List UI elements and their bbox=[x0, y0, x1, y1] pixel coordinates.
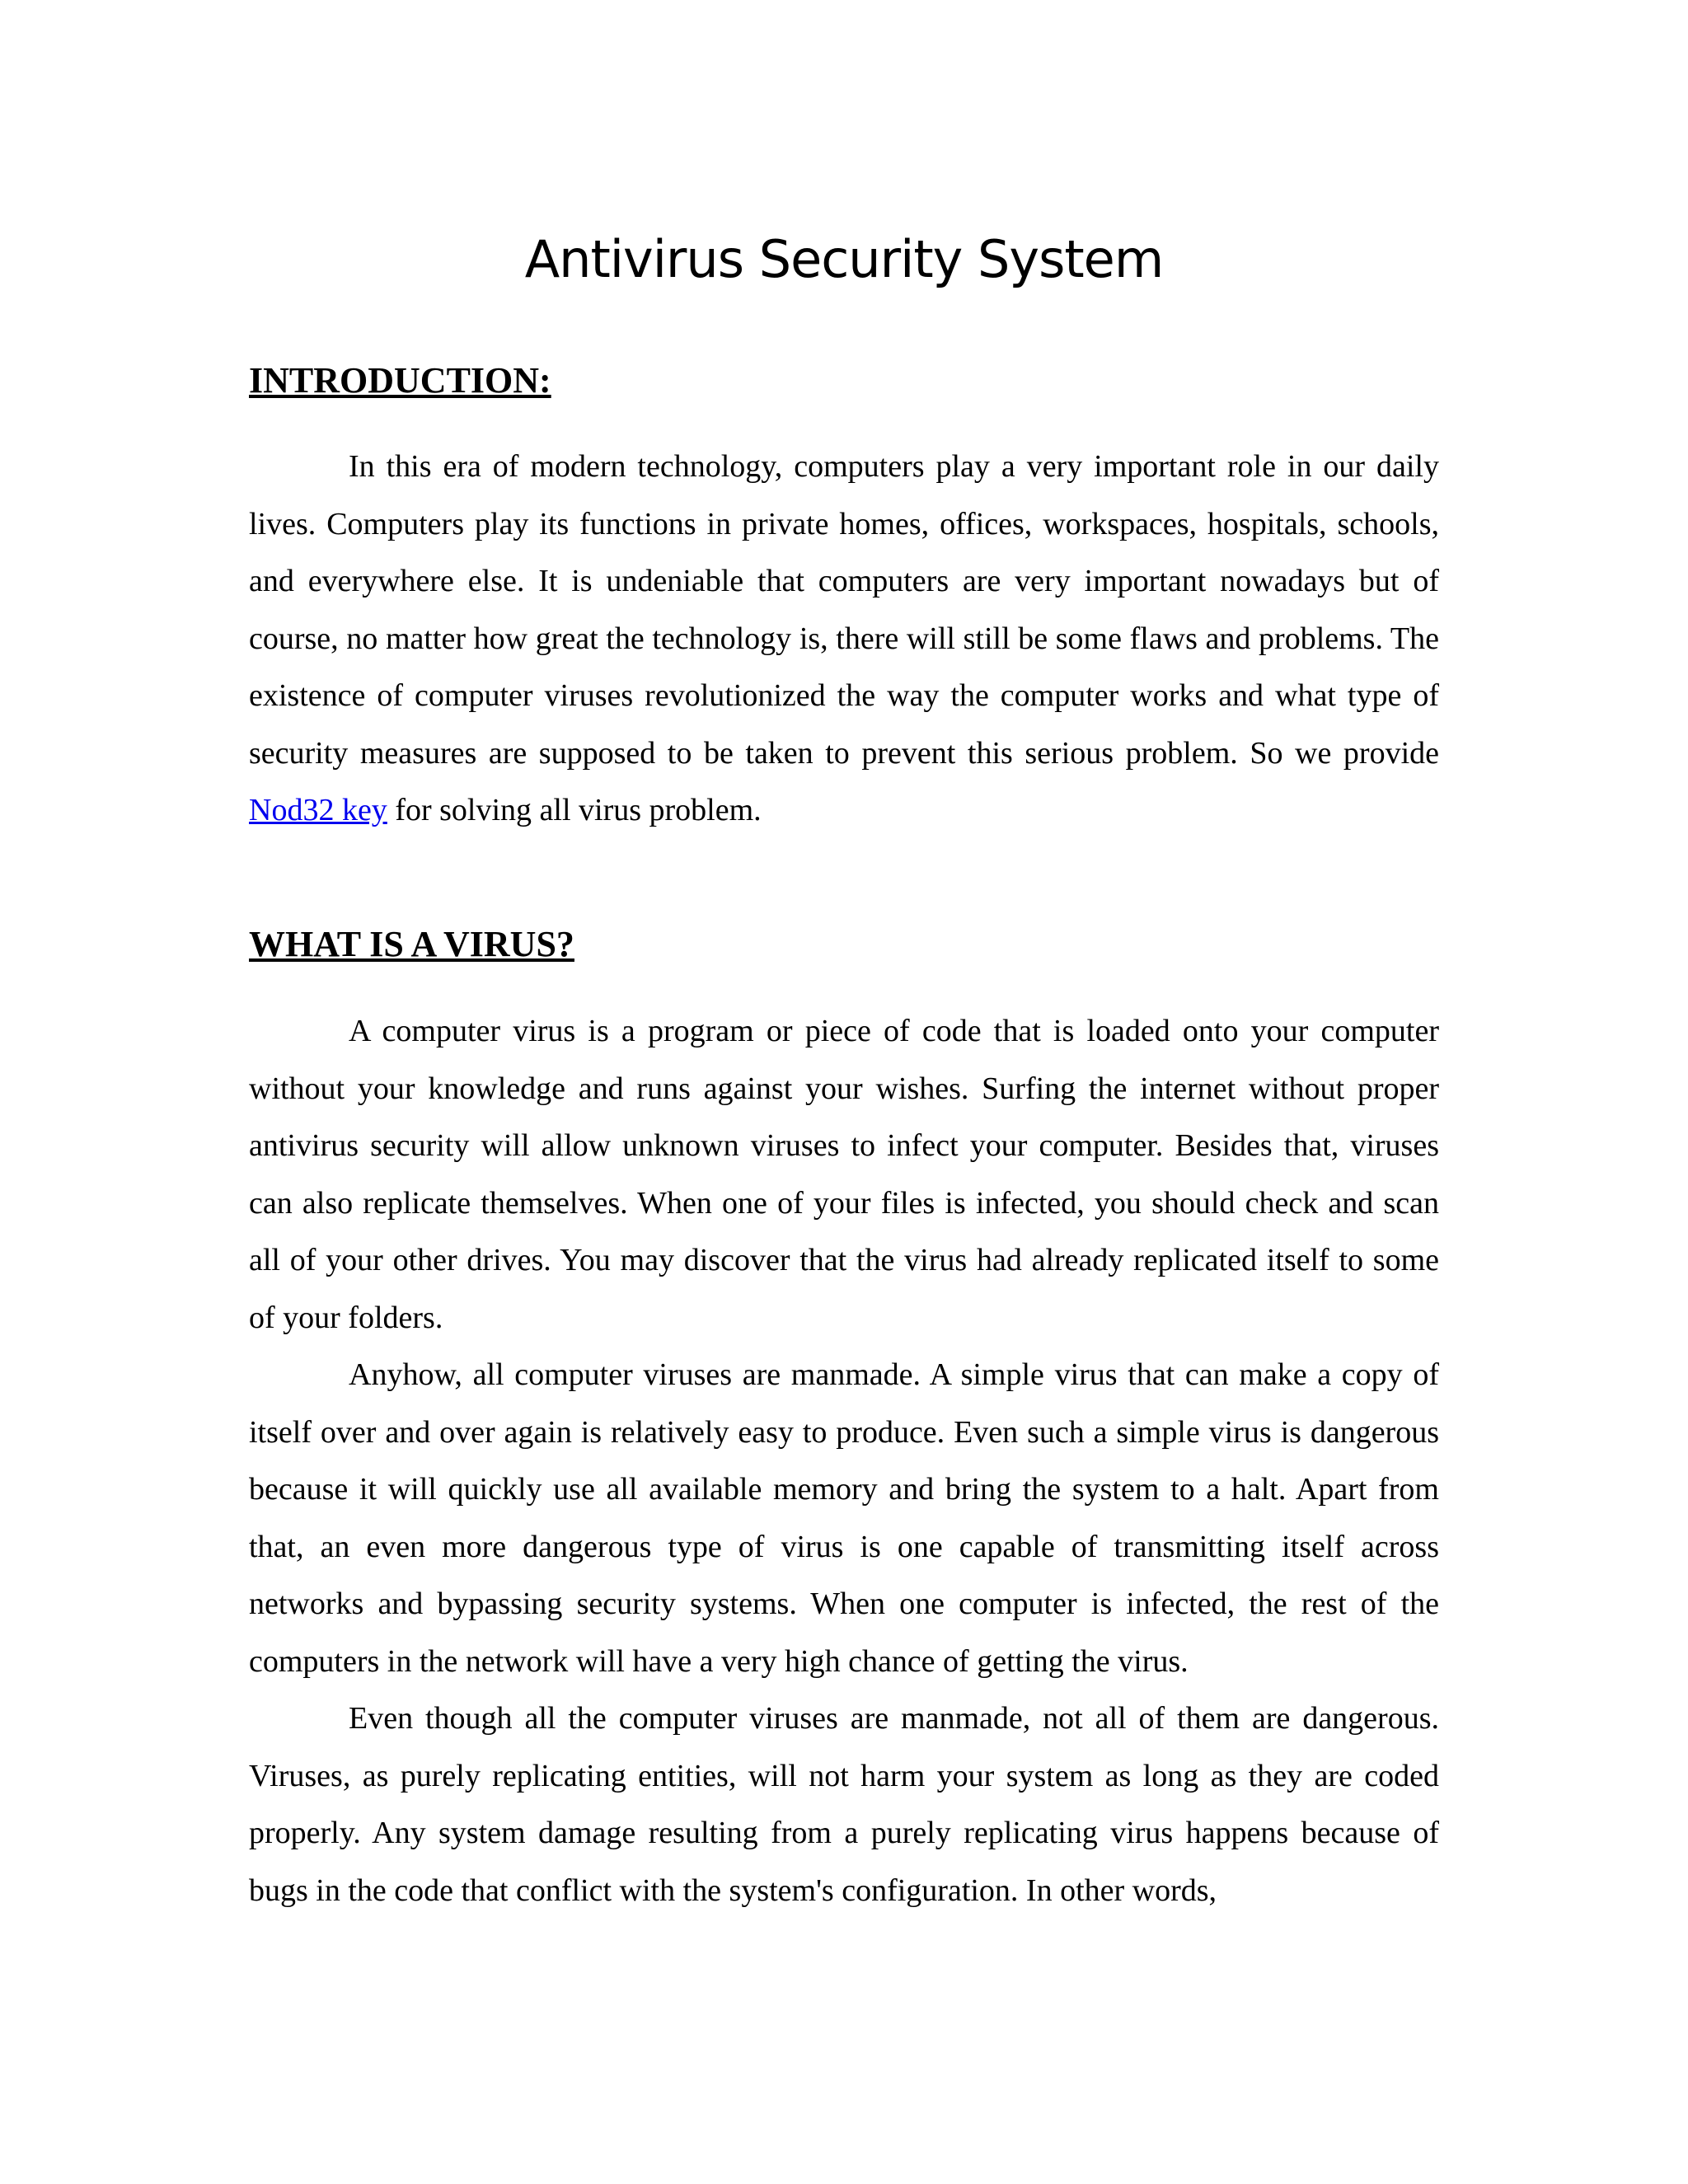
paragraph bbox=[249, 438, 1439, 840]
paragraph-text: for solving all virus problem. bbox=[387, 793, 762, 827]
paragraph: A computer virus is a program or piece of code that is loaded onto your computer without your knowledge and runs against your wishes. Surfing the internet without proper antivirus security will allow unknown viruses to infect your computer. Besides that, viruses can also replicate themselves. When one of your files is infected, you should check and scan all of your other drives. You may discover that the virus had already replicated itself to some of your folders. bbox=[249, 1014, 1439, 1335]
nod32-key-link[interactable]: Nod32 key bbox=[249, 793, 387, 827]
section-heading-what-is-a-virus: WHAT IS A VIRUS? bbox=[249, 924, 574, 964]
document-title: Antivirus Security System bbox=[524, 229, 1164, 289]
section-heading-introduction: INTRODUCTION: bbox=[249, 360, 551, 401]
paragraph-text: In this era of modern technology, computers play a very important role in our daily lives. Computers play its functions in private homes, offices, workspaces, hospitals, schools, and everywhere else. It is undeniable that computers are very important nowadays but of course, no matter how great the technology is, there will still be some flaws and problems. The existence of computer viruses revolutionized the way the computer works and what type of security measures are supposed to be taken to prevent this serious problem. So we provide bbox=[249, 449, 1439, 771]
section-body-introduction bbox=[249, 438, 1439, 840]
paragraph: Anyhow, all computer viruses are manmade. A simple virus that can make a copy of itself over and over again is relatively easy to produce. Even such a simple virus is dangerous because it will quickly use all available memory and bring the system to a halt. Apart from that, an even more dangerous type of virus is one capable of transmitting itself across networks and bypassing security systems. When one computer is infected, the rest of the computers in the network will have a very high chance of getting the virus. bbox=[249, 1357, 1439, 1679]
paragraph: Even though all the computer viruses are manmade, not all of them are dangerous. Viruses, as purely replicating entities, will not harm your system as long as they are coded properly. Any system damage resulting from a purely replicating virus happens because of bugs in the code that conflict with the system's configuration. In other words, bbox=[249, 1701, 1439, 1908]
section-body-what-is-a-virus bbox=[249, 1003, 1439, 1919]
